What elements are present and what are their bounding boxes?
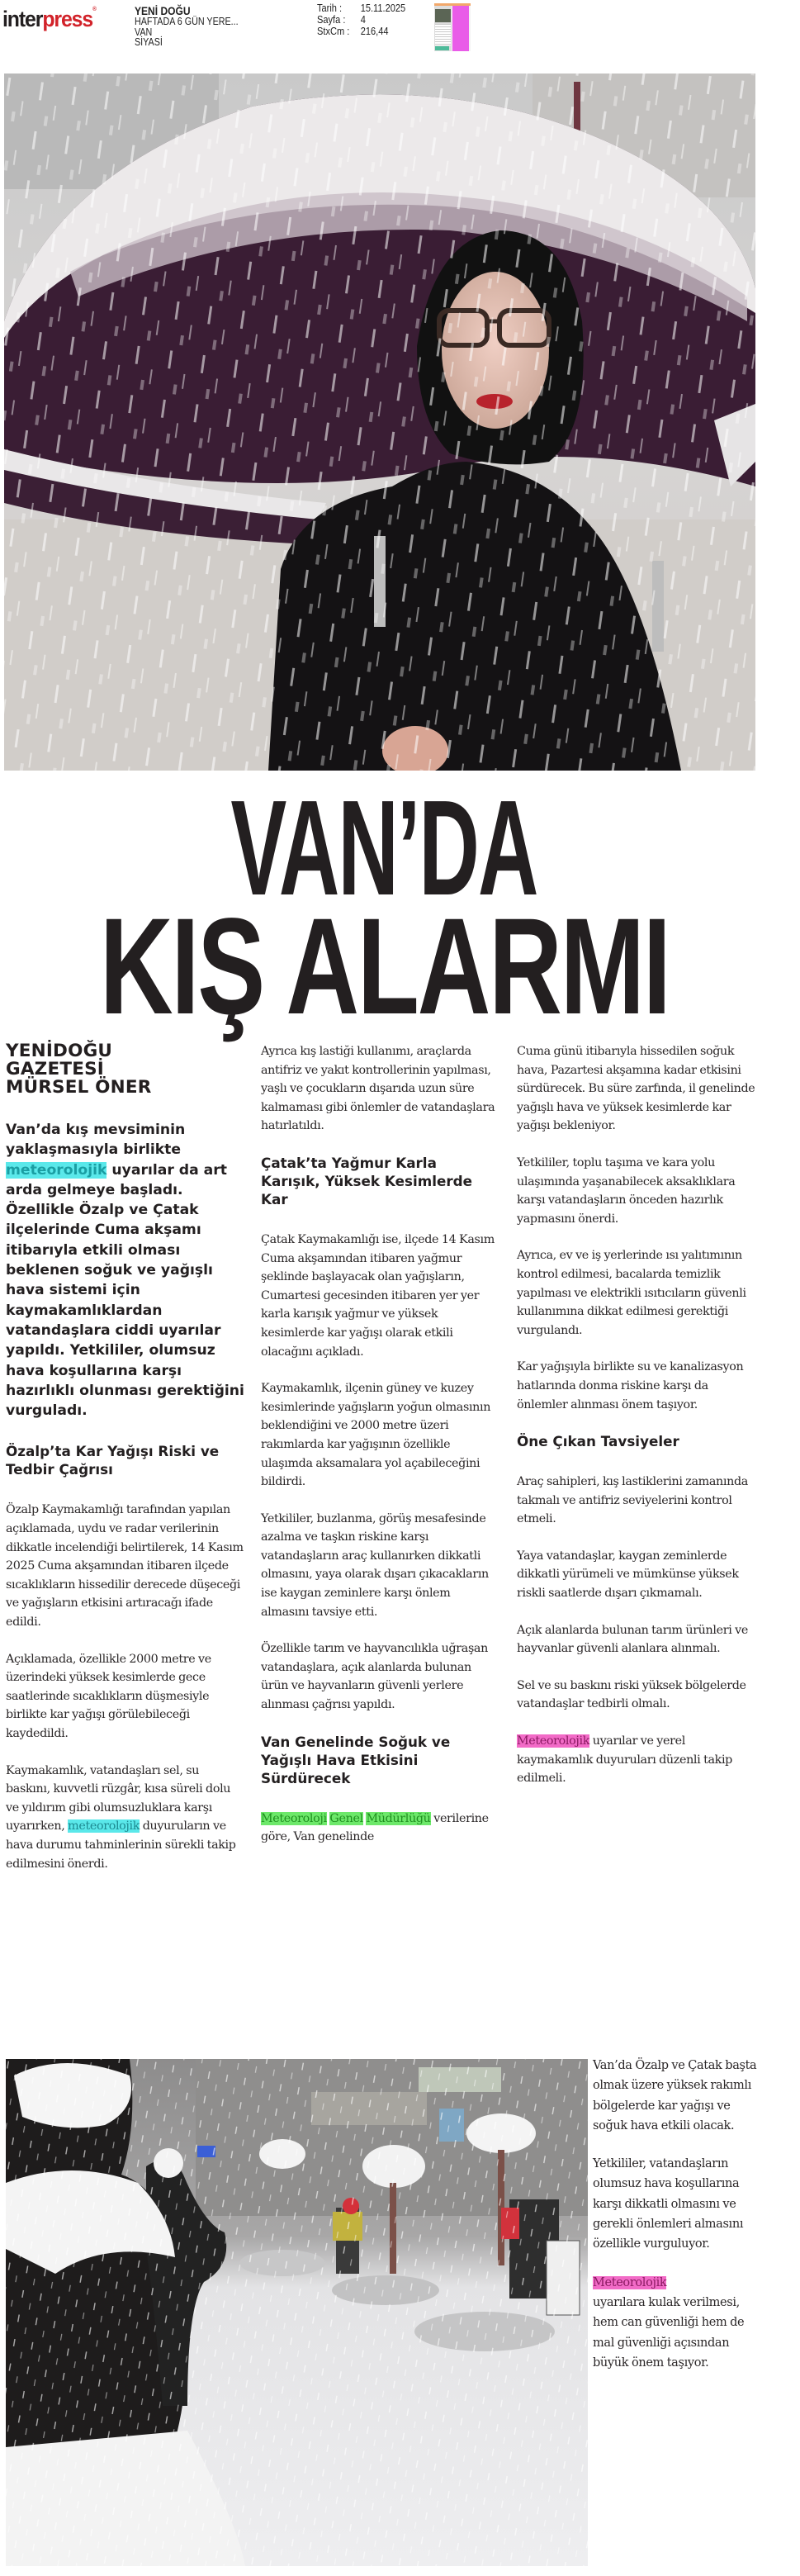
keyword-highlight: Genel	[329, 1811, 363, 1825]
paragraph: Açık alanlarda bulunan tarım ürünleri ve hayvanlar güvenli alanlara alınmalı.	[517, 1623, 748, 1656]
paragraph	[261, 1810, 500, 1847]
registered-mark: ®	[92, 7, 96, 12]
publication-city: VAN	[135, 26, 153, 38]
logo-text-inter: inter	[2, 7, 43, 31]
meta-value: 4	[360, 13, 366, 26]
paragraph: Özalp Kaymakamlığı tarafından yapılan açıklamada, uydu ve radar verilerinin dikkatle incelendiği belirtilerek, 14 Kasım 2025 Cuma akşamından itibaren ilçede sıcaklıkların hissedilir derecede düşeceği ve yağışların etkisini artıracağı ifade edildi.	[6, 1503, 244, 1630]
paragraph: Yetkililer, toplu taşıma ve kara yolu ulaşımında yaşanabilecek aksaklıklara karşı vatandaşların önceden hazırlık yapmasını önerdi.	[517, 1155, 736, 1226]
paragraph: Ayrıca kış lastiği kullanımı, araçlarda antifriz ve yakıt kontrollerinin yapılması, yaşlı ve çocukların dışarıda uzun süre kalmaması gibi önlemler de vatandaşlara hatırlatıldı.	[261, 1045, 495, 1133]
byline	[6, 1042, 245, 1097]
paragraph-text: duyuruların ve hava durumu tahminlerinin sürekli takip edilmesini önerdi.	[6, 1819, 236, 1871]
headline-line-1: VAN’DA	[230, 772, 537, 923]
snowy-street-statues-image	[6, 2059, 588, 2566]
paragraph: Ayrıca, ev ve iş yerlerinde ısı yalıtımının kontrol edilmesi, bacalarda temizlik yapılması ve elektrikli ısıtıcıların güvenli kullanımına dikkat edilmesi gerektiği vurgulandı.	[517, 1249, 746, 1337]
meta-value: 15.11.2025	[360, 2, 406, 14]
keyword-highlight: meteorolojik	[68, 1819, 140, 1834]
woman-umbrella-snow-image	[4, 74, 755, 771]
article-column-2	[261, 1042, 500, 1865]
meta-date	[317, 2, 405, 14]
paragraph: Araç sahipleri, kış lastiklerini zamanında takmalı ve antifriz seviyelerini kontrol etmeli.	[517, 1475, 748, 1526]
thumbnail-left-column	[434, 6, 452, 51]
paragraph-text: uyarılar ve yerel kaymakamlık duyuruları düzenli takip edilmeli.	[517, 1734, 732, 1786]
meta-label: StxCm :	[317, 25, 350, 37]
interpress-logo	[2, 7, 96, 32]
main-photo	[4, 74, 755, 771]
keyword-highlight: Meteoroloji	[261, 1811, 327, 1825]
publication-info	[135, 6, 239, 48]
thumbnail-photo	[435, 9, 451, 22]
clipping-meta	[317, 2, 405, 37]
meta-value: 216,44	[360, 25, 389, 37]
paragraph: Özellikle tarım ve hayvancılıkla uğraşan vatandaşlara, açık alanlarda bulunan ürün ve hayvanların güvenli yerlere alınması çağrısı yapıldı.	[261, 1642, 488, 1712]
keyword-highlight: Meteorolojik	[517, 1734, 590, 1748]
thumbnail-text-lines	[435, 24, 451, 45]
paragraph: Sel ve su baskını riski yüksek bölgelerde vatandaşlar tedbirli olmalı.	[517, 1678, 746, 1711]
paragraph: Van’da Özalp ve Çatak başta olmak üzere yüksek rakımlı bölgelerde kar yağışı ve soğuk hava etkili olacak.	[593, 2059, 757, 2132]
paragraph-text: uyarılara kulak verilmesi, hem can güvenliği hem de mal güvenliği açısından büyük önem taşıyor.	[593, 2295, 745, 2370]
subheading-tavsiyeler: Öne Çıkan Tavsiyeler	[517, 1433, 679, 1450]
thumbnail-highlight	[435, 46, 449, 50]
paragraph-text: verilerine göre, Van genelinde	[261, 1811, 489, 1844]
byline-author: MÜRSEL ÖNER	[6, 1077, 152, 1098]
meta-label: Tarih :	[317, 2, 343, 14]
meta-label: Sayfa :	[317, 13, 346, 26]
paragraph	[517, 1732, 756, 1788]
keyword-highlight: Müdürlüğü	[366, 1811, 431, 1825]
paragraph: Yetkililer, buzlanma, görüş mesafesinde azalma ve taşkın riskine karşı vatandaşların araç kullanırken dikkatli olmasını, yaya olarak dışarı çıkacakların ise kaygan zeminlere karşı önlem almasını tavsiye etti.	[261, 1511, 489, 1619]
lead-text: Van’da kış mevsiminin yaklaşmasıyla birlikte	[6, 1122, 186, 1159]
subheading-ozalp: Özalp’ta Kar Yağışı Riski ve Tedbir Çağrısı	[6, 1443, 220, 1478]
publication-category: SİYASİ	[135, 36, 163, 48]
subheading-van-genelinde: Van Genelinde Soğuk ve Yağışlı Hava Etkisini Sürdürecek	[261, 1733, 451, 1786]
paragraph-text: Kaymakamlık, vatandaşları sel, su baskını, kuvvetli rüzgâr, kısa süreli dolu ve yıldırım gibi olumsuzluklara karşı uyarırken,	[6, 1763, 231, 1834]
byline-newspaper: YENİDOĞU	[6, 1041, 113, 1061]
thumbnail-highlighted-article	[452, 6, 469, 51]
paragraph: Cuma günü itibarıyla hissedilen soğuk hava, Pazartesi akşamına kadar etkisini sürdürecek. Bu süre zarfında, il genelinde yağışlı hava ve yüksek kesimlerde kar yağışı bekleniyor.	[517, 1045, 755, 1133]
paragraph	[6, 1762, 245, 1874]
keyword-highlight: Meteorolojik	[593, 2275, 667, 2289]
publication-frequency: HAFTADA 6 GÜN YERE...	[135, 16, 239, 27]
headline-line-2: KIŞ ALARMI	[99, 890, 670, 1043]
paragraph	[593, 2273, 766, 2373]
paragraph: Yetkililer, vatandaşların olumsuz hava koşullarına karşı dikkatli olmasını ve gerekli önlemleri almasını özellikle vurguluyor.	[593, 2157, 744, 2251]
paragraph: Kaymakamlık, ilçenin güney ve kuzey kesimlerinde yağışların yoğun olmasının beklendiğini ve 2000 metre üzeri rakımlarda kar yağışının özellikle ulaşımda aksamalara yol açabileceğini bildirdi.	[261, 1382, 491, 1489]
paragraph: Kar yağışıyla birlikte su ve kanalizasyon hatlarında donma riskine karşı da önlemler alınması önem taşıyor.	[517, 1360, 744, 1411]
meta-size	[317, 26, 405, 37]
paragraph: Açıklamada, özellikle 2000 metre ve üzerindeki yüksek kesimlerde gece saatlerinde sıcaklıkların düşmesiyle birlikte kar yağışı görülebileceği kaydedildi.	[6, 1652, 211, 1740]
sidebar-text-column	[593, 2056, 766, 2391]
article-column-3	[517, 1042, 756, 1806]
lead-text: uyarılar da art arda gelmeye başladı. Özellikle Özalp ve Çatak ilçelerinde Cuma akşamı itibarıyla etkili olması beklenen soğuk ve yağışlı hava sistemi için kaymakamlıklardan vatandaşlara ciddi uyarılar yapıldı. Yetkililer, olumsuz hava koşullarına karşı hazırlıklı olunması gerektiğini vurguladı.	[6, 1161, 244, 1420]
byline-newspaper-suffix: GAZETESİ	[6, 1059, 104, 1079]
secondary-photo	[6, 2059, 588, 2566]
paragraph: Çatak Kaymakamlığı ise, ilçede 14 Kasım Cuma akşamından itibaren yağmur şeklinde başlayacak olan yağışların, Cumartesi gecesinden itibaren yer yer karla karışık yağmur ve yüksek kesimlerde kar yağışı olarak etkili olacağını açıkladı.	[261, 1232, 495, 1359]
article-column-1	[6, 1042, 245, 1891]
logo-text-press: press	[42, 7, 93, 31]
subheading-catak: Çatak’ta Yağmur Karla Karışık, Yüksek Kesimlerde Kar	[261, 1154, 473, 1207]
publication-name: YENİ DOĞU	[135, 4, 191, 17]
meta-page	[317, 14, 405, 26]
keyword-highlight: meteorolojik	[6, 1161, 107, 1179]
paragraph: Yaya vatandaşlar, kaygan zeminlerde dikkatli yürümeli ve mümkünse yüksek riskli saatlerde dışarı çıkmamalı.	[517, 1549, 739, 1601]
article-lead	[6, 1120, 245, 1421]
page-thumbnail-icon[interactable]	[434, 3, 471, 51]
